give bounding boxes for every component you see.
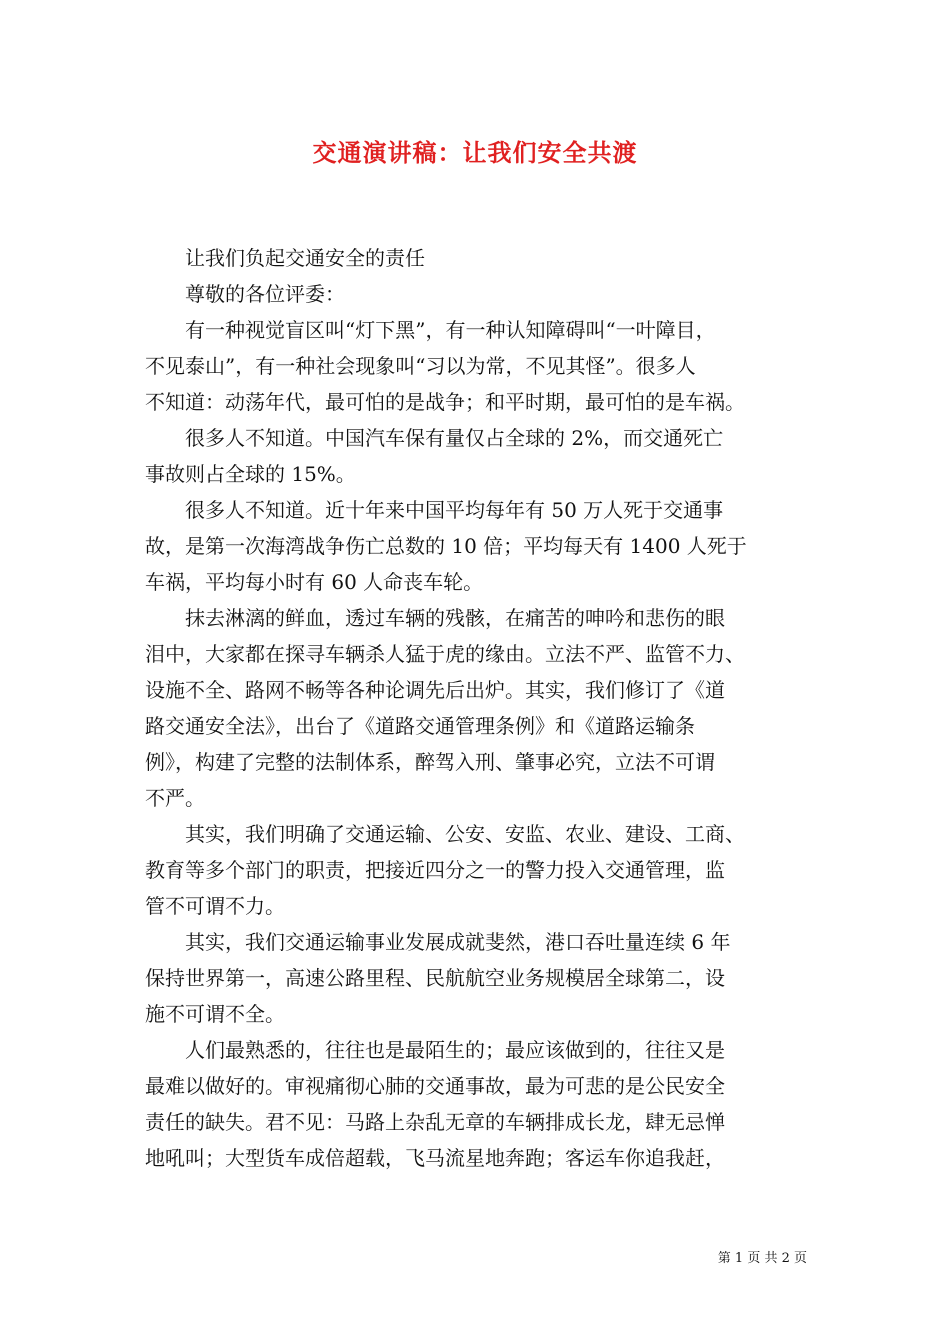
body-line: 责任的缺失。君不见：马路上杂乱无章的车辆排成长龙，肆无忌惮 <box>145 1110 725 1134</box>
body-line: 尊敬的各位评委： <box>145 282 345 306</box>
body-line: 最难以做好的。审视痛彻心肺的交通事故，最为可悲的是公民安全 <box>145 1074 725 1098</box>
body-line: 不知道：动荡年代，最可怕的是战争；和平时期，最可怕的是车祸。 <box>145 390 745 414</box>
body-line: 故，是第一次海湾战争伤亡总数的 10 倍；平均每天有 1400 人死于 <box>145 534 747 558</box>
body-line: 保持世界第一，高速公路里程、民航航空业务规模居全球第二，设 <box>145 966 725 990</box>
body-line: 其实，我们明确了交通运输、公安、安监、农业、建设、工商、 <box>145 822 745 846</box>
body-line: 很多人不知道。近十年来中国平均每年有 50 万人死于交通事 <box>145 498 724 522</box>
document-title: 交通演讲稿：让我们安全共渡 <box>312 138 638 167</box>
body-line: 不严。 <box>145 786 205 810</box>
body-line: 不见泰山”，有一种社会现象叫“习以为常，不见其怪”。很多人 <box>145 354 696 378</box>
body-line: 车祸，平均每小时有 60 人命丧车轮。 <box>145 570 484 594</box>
body-line: 人们最熟悉的，往往也是最陌生的；最应该做到的，往往又是 <box>145 1038 725 1062</box>
body-line: 地吼叫；大型货车成倍超载，飞马流星地奔跑；客运车你追我赶， <box>145 1146 725 1170</box>
body-line: 有一种视觉盲区叫“灯下黑”，有一种认知障碍叫“一叶障目， <box>145 318 716 342</box>
body-line: 例》，构建了完整的法制体系，醉驾入刑、肇事必究，立法不可谓 <box>145 750 715 774</box>
body-line: 让我们负起交通安全的责任 <box>145 246 425 270</box>
body-line: 路交通安全法》，出台了《道路交通管理条例》和《道路运输条 <box>145 714 695 738</box>
body-line: 管不可谓不力。 <box>145 894 285 918</box>
document-body <box>145 240 810 1176</box>
body-line: 事故则占全球的 15%。 <box>145 462 356 486</box>
body-line: 抹去淋漓的鲜血，透过车辆的残骸，在痛苦的呻吟和悲伤的眼 <box>145 606 725 630</box>
body-line: 施不可谓不全。 <box>145 1002 285 1026</box>
body-line: 其实，我们交通运输事业发展成就斐然，港口吞吐量连续 6 年 <box>145 930 731 954</box>
body-line: 泪中，大家都在探寻车辆杀人猛于虎的缘由。立法不严、监管不力、 <box>145 642 745 666</box>
body-line: 教育等多个部门的职责，把接近四分之一的警力投入交通管理，监 <box>145 858 725 882</box>
body-line: 设施不全、路网不畅等各种论调先后出炉。其实，我们修订了《道 <box>145 678 725 702</box>
body-line: 很多人不知道。中国汽车保有量仅占全球的 2%，而交通死亡 <box>145 426 724 450</box>
page-number: 第 1 页 共 2 页 <box>717 1251 807 1266</box>
